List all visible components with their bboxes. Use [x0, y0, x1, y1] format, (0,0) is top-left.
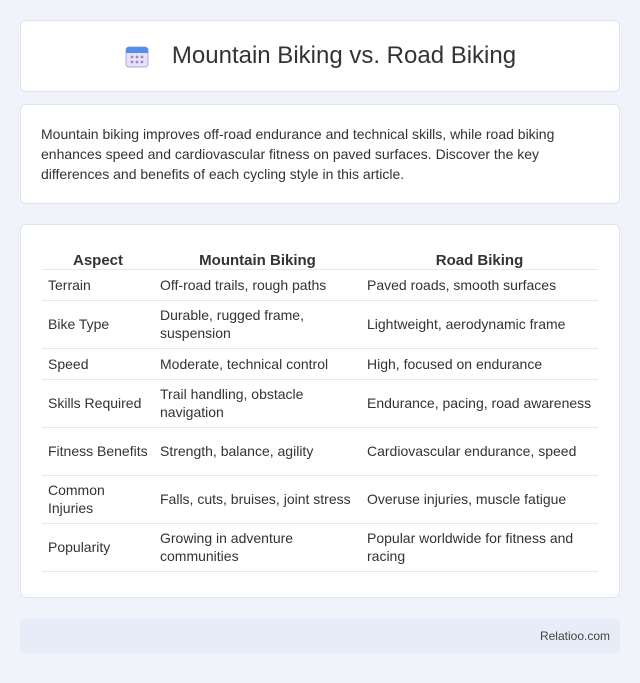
table-header-row: [42, 245, 598, 269]
row-mountain: Durable, rugged frame, suspension: [154, 300, 361, 348]
row-mountain: Strength, balance, agility: [154, 427, 361, 475]
table-row: [42, 348, 598, 379]
row-road: Lightweight, aerodynamic frame: [361, 300, 598, 348]
comparison-table: [42, 245, 598, 572]
row-road: Paved roads, smooth surfaces: [361, 269, 598, 300]
row-road: Cardiovascular endurance, speed: [361, 427, 598, 475]
row-aspect: Terrain: [42, 269, 154, 300]
footer-brand: Relatioo.com: [539, 629, 610, 643]
header-road-biking: Road Biking: [361, 245, 598, 269]
title-card: [20, 20, 620, 92]
table-row: [42, 379, 598, 427]
row-aspect: Common Injuries: [42, 475, 154, 523]
header-mountain-biking: Mountain Biking: [154, 245, 361, 269]
row-aspect: Popularity: [42, 523, 154, 571]
row-mountain: Trail handling, obstacle navigation: [154, 379, 361, 427]
row-mountain: Moderate, technical control: [154, 348, 361, 379]
row-aspect: Fitness Benefits: [42, 427, 154, 475]
row-mountain: Falls, cuts, bruises, joint stress: [154, 475, 361, 523]
row-aspect: Bike Type: [42, 300, 154, 348]
table-row: [42, 427, 598, 475]
table-row: [42, 300, 598, 348]
row-aspect: Skills Required: [42, 379, 154, 427]
calendar-icon: [124, 43, 150, 69]
row-road: High, focused on endurance: [361, 348, 598, 379]
comparison-table-card: [20, 224, 620, 598]
page-title: Mountain Biking vs. Road Biking: [171, 42, 517, 69]
table-row: [42, 523, 598, 571]
footer: [20, 619, 620, 653]
table-row: [42, 475, 598, 523]
row-mountain: Growing in adventure communities: [154, 523, 361, 571]
row-road: Overuse injuries, muscle fatigue: [361, 475, 598, 523]
row-road: Endurance, pacing, road awareness: [361, 379, 598, 427]
row-mountain: Off-road trails, rough paths: [154, 269, 361, 300]
intro-card: [20, 104, 620, 204]
row-road: Popular worldwide for fitness and racing: [361, 523, 598, 571]
intro-text: Mountain biking improves off-road endurance and technical skills, while road biking enhances speed and cardiovascular fitness on paved surfaces. Discover the key differences and benefits of each cycling style in this article.: [41, 126, 555, 182]
table-row: [42, 269, 598, 300]
header-aspect: Aspect: [42, 245, 154, 269]
row-aspect: Speed: [42, 348, 154, 379]
